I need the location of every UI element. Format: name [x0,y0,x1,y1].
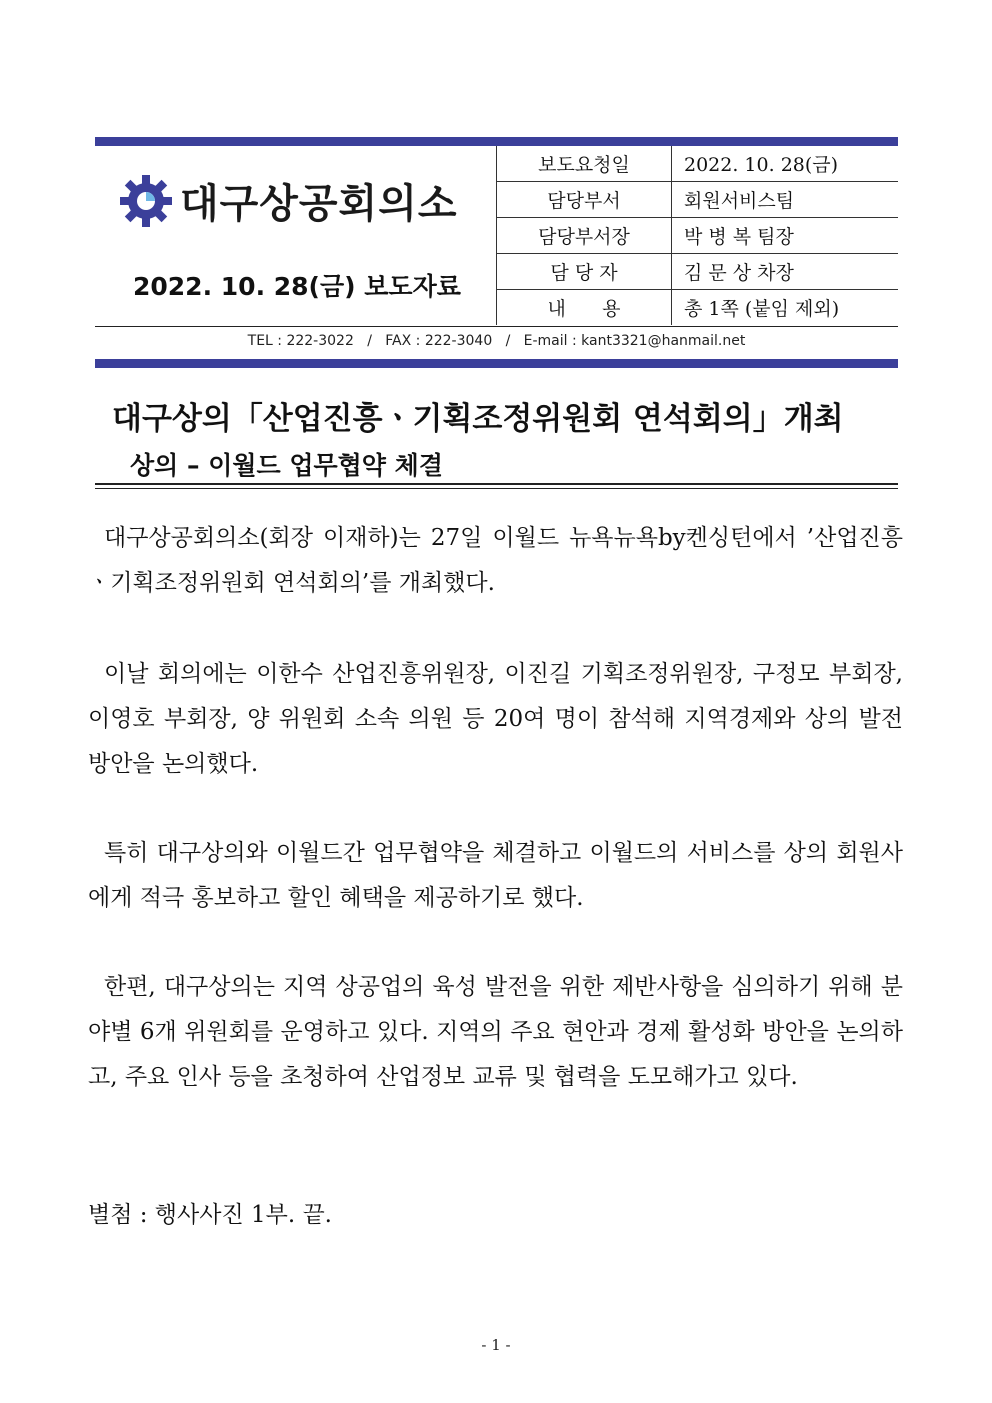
body-paragraph: 이날 회의에는 이한수 산업진흥위원장, 이진길 기획조정위원장, 구정모 부회장, 이영호 부회장, 양 위원회 소속 의원 등 20여 명이 참석해 지역경제와 상의 발전 방안을 논의했다. [88,661,903,777]
info-key: 담 당 자 [497,254,672,290]
info-key: 보도요청일 [497,146,672,182]
gear-icon [118,173,174,229]
body-paragraph: 한편, 대구상의는 지역 상공업의 육성 발전을 위한 제반사항을 심의하기 위해 분야별 6개 위원회를 운영하고 있다. 지역의 주요 현안과 경제 활성화 방안을 논의하고, 주요 인사 등을 초청하여 산업정보 교류 및 협력을 도모해가고 있다. [88,974,903,1090]
org-logo [118,172,457,229]
article-title: 대구상의「산업진흥ㆍ기획조정위원회 연석회의」개최 [112,401,844,437]
info-key: 담당부서 [497,182,672,218]
info-row [497,218,899,254]
top-accent-bar [95,137,898,146]
body-paragraph: 대구상공회의소(회장 이재하)는 27일 이월드 뉴욕뉴욕by켄싱턴에서 ’산업진흥ㆍ기획조정위원회 연석회의’를 개최했다. [88,525,903,596]
info-value: 2022. 10. 28(금) [672,146,899,182]
release-date: 2022. 10. 28(금) 보도자료 [133,272,461,301]
body-paragraph: 특히 대구상의와 이월드간 업무협약을 체결하고 이월드의 서비스를 상의 회원사에게 적극 홍보하고 할인 혜택을 제공하기로 했다. [88,840,903,911]
info-key: 담당부서장 [497,218,672,254]
contact-info: TEL : 222-3022 / FAX : 222-3040 / E-mail : kant3321@hanmail.net [247,333,746,349]
info-key: 내 용 [497,290,672,326]
header-divider [95,326,898,327]
org-name: 대구상공회의소 [180,181,458,227]
info-value: 회원서비스팀 [672,182,899,218]
page-number: - 1 - [481,1336,511,1354]
info-value: 총 1쪽 (붙임 제외) [684,298,840,320]
info-row [497,254,899,290]
attachment-note: 별첨 : 행사사진 1부. 끝. [88,1202,332,1228]
title-underline [95,483,898,485]
article-subtitle: 상의 – 이월드 업무협약 체결 [130,451,443,480]
info-row [497,290,899,326]
title-underline-thin [95,488,898,489]
info-table [496,146,898,325]
bottom-accent-bar [95,359,898,368]
info-value: 박 병 복 팀장 [672,218,899,254]
info-value: 김 문 상 차장 [672,254,899,290]
info-row [497,146,899,182]
info-row [497,182,899,218]
